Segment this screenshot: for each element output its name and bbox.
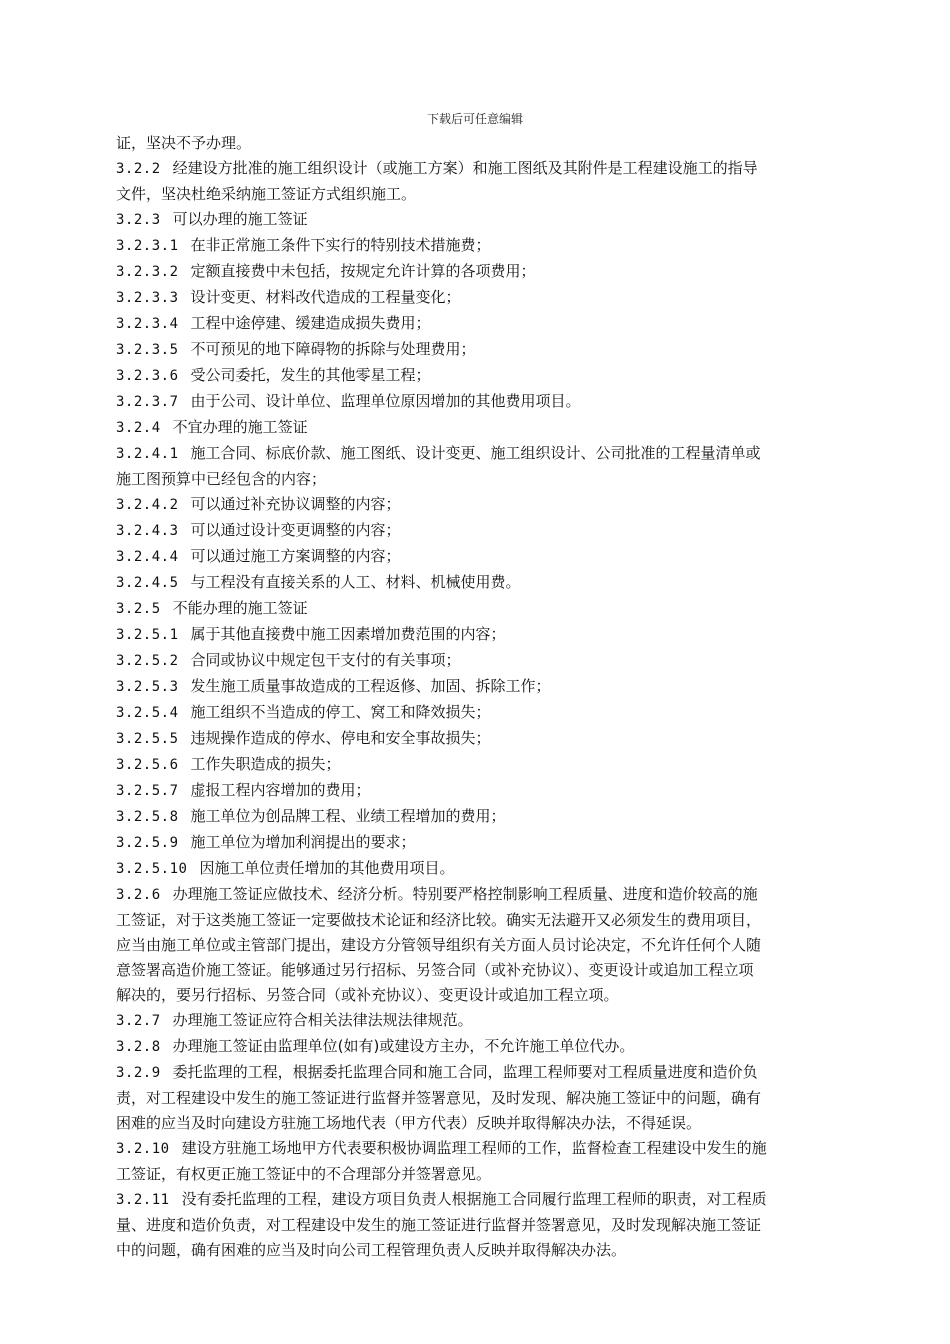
document-line (116, 1060, 838, 1086)
clause-number: 3.2.4.4 (116, 549, 179, 565)
document-line (116, 1187, 838, 1213)
clause-text: 发生施工质量事故造成的工程返修、加固、拆除工作； (190, 677, 551, 695)
clause-text: 可以办理的施工签证 (172, 210, 308, 228)
clause-text: 应当由施工单位或主管部门提出，建设方分管领导组织有关方面人员讨论决定，不允许任何个人随 (116, 936, 762, 954)
document-line (116, 259, 838, 285)
document-line (116, 596, 838, 622)
clause-text: 文件，坚决杜绝采纳施工签证方式组织施工。 (116, 185, 417, 203)
clause-number: 3.2.3.6 (116, 368, 179, 384)
clause-number: 3.2.9 (116, 1065, 161, 1081)
document-line (116, 207, 838, 233)
clause-text: 因施工单位责任增加的其他费用项目。 (199, 859, 455, 877)
clause-text: 可以通过补充协议调整的内容； (190, 495, 401, 513)
clause-text: 办理施工签证应做技术、经济分析。特别要严格控制影响工程质量、进度和造价较高的施 (172, 885, 758, 903)
clause-text: 量、进度和造价负责，对工程建设中发生的施工签证进行监督并签署意见，及时发现解决施工签证 (116, 1216, 762, 1234)
clause-text: 不宜办理的施工签证 (172, 418, 308, 436)
clause-number: 3.2.3.4 (116, 316, 179, 332)
clause-text: 办理施工签证应符合相关法律法规法律规范。 (172, 1011, 473, 1029)
clause-number: 3.2.3.5 (116, 342, 179, 358)
document-line (116, 700, 838, 726)
clause-number: 3.2.3.7 (116, 394, 179, 410)
clause-number: 3.2.4.2 (116, 497, 179, 513)
document-line (116, 182, 838, 207)
clause-number: 3.2.5.10 (116, 861, 188, 877)
clause-text: 责，对工程建设中发生的施工签证进行监督并签署意见，及时发现、解决施工签证中的问题，确有 (116, 1089, 762, 1107)
document-line (116, 1213, 838, 1238)
document-line (116, 726, 838, 752)
clause-text: 施工组织不当造成的停工、窝工和降效损失； (190, 703, 491, 721)
clause-text: 建设方驻施工场地甲方代表要积极协调监理工程师的工作，监督检查工程建设中发生的施 (181, 1139, 767, 1157)
document-line (116, 622, 838, 648)
clause-number: 3.2.5.4 (116, 705, 179, 721)
clause-text: 工签证，对于这类施工签证一定要做技术论证和经济比较。确实无法避开又必须发生的费用项目， (116, 911, 762, 929)
clause-text: 办理施工签证由监理单位(如有)或建设方主办，不允许施工单位代办。 (172, 1037, 635, 1055)
clause-text: 施工单位为增加利润提出的要求； (190, 833, 416, 851)
document-line (116, 1136, 838, 1162)
document-line (116, 467, 838, 492)
document-line (116, 983, 838, 1008)
clause-text: 工作失职造成的损失； (190, 755, 341, 773)
clause-text: 工签证，有权更正施工签证中的不合理部分并签署意见。 (116, 1165, 492, 1183)
clause-number: 3.2.3 (116, 212, 161, 228)
clause-text: 可以通过设计变更调整的内容； (190, 521, 401, 539)
document-line (116, 518, 838, 544)
clause-text: 中的问题，确有困难的应当及时向公司工程管理负责人反映并取得解决办法。 (116, 1241, 627, 1259)
clause-text: 设计变更、材料改代造成的工程量变化； (190, 288, 461, 306)
clause-text: 属于其他直接费中施工因素增加费范围的内容； (190, 625, 506, 643)
clause-text: 受公司委托，发生的其他零星工程； (190, 366, 431, 384)
document-line (116, 570, 838, 596)
clause-number: 3.2.8 (116, 1039, 161, 1055)
clause-text: 定额直接费中未包括，按规定允许计算的各项费用； (190, 262, 536, 280)
document-line (116, 778, 838, 804)
document-line (116, 830, 838, 856)
clause-text: 在非正常施工条件下实行的特别技术措施费； (190, 236, 491, 254)
document-line (116, 544, 838, 570)
clause-text: 委托监理的工程，根据委托监理合同和施工合同，监理工程师要对工程质量进度和造价负 (172, 1063, 758, 1081)
document-line (116, 856, 838, 882)
document-line (116, 233, 838, 259)
document-line (116, 752, 838, 778)
clause-text: 解决的，要另行招标、另签合同（或补充协议）、变更设计或追加工程立项。 (116, 986, 619, 1004)
clause-text: 虚报工程内容增加的费用； (190, 781, 371, 799)
document-line (116, 415, 838, 441)
document-line (116, 285, 838, 311)
document-line (116, 1008, 838, 1034)
document-line (116, 131, 838, 156)
clause-number: 3.2.5.5 (116, 731, 179, 747)
clause-text: 困难的应当及时向建设方驻施工场地代表（甲方代表）反映并取得解决办法，不得延误。 (116, 1114, 702, 1132)
document-line (116, 1238, 838, 1263)
clause-text: 不能办理的施工签证 (172, 599, 308, 617)
clause-number: 3.2.11 (116, 1192, 170, 1208)
clause-number: 3.2.3.1 (116, 238, 179, 254)
clause-text: 证，坚决不予办理。 (116, 134, 252, 152)
document-line (116, 674, 838, 700)
clause-text: 由于公司、设计单位、监理单位原因增加的其他费用项目。 (190, 392, 581, 410)
document-line (116, 958, 838, 983)
clause-number: 3.2.5.9 (116, 835, 179, 851)
clause-text: 可以通过施工方案调整的内容； (190, 547, 401, 565)
clause-number: 3.2.5.6 (116, 757, 179, 773)
clause-number: 3.2.3.3 (116, 290, 179, 306)
clause-number: 3.2.5.7 (116, 783, 179, 799)
clause-text: 合同或协议中规定包干支付的有关事项； (190, 651, 461, 669)
document-line (116, 311, 838, 337)
document-line (116, 804, 838, 830)
clause-number: 3.2.6 (116, 887, 161, 903)
document-line (116, 1086, 838, 1111)
clause-number: 3.2.10 (116, 1141, 170, 1157)
document-line (116, 1162, 838, 1187)
clause-number: 3.2.2 (116, 161, 161, 177)
document-line (116, 389, 838, 415)
document-line (116, 1111, 838, 1136)
document-line (116, 882, 838, 908)
clause-number: 3.2.5.3 (116, 679, 179, 695)
clause-text: 经建设方批准的施工组织设计（或施工方案）和施工图纸及其附件是工程建设施工的指导 (172, 159, 758, 177)
clause-number: 3.2.4 (116, 420, 161, 436)
document-line (116, 933, 838, 958)
clause-text: 施工单位为创品牌工程、业绩工程增加的费用； (190, 807, 506, 825)
document-line (116, 441, 838, 467)
document-line (116, 156, 838, 182)
page-header: 下载后可任意编辑 (426, 112, 523, 126)
document-line (116, 337, 838, 363)
clause-text: 与工程没有直接关系的人工、材料、机械使用费。 (190, 573, 521, 591)
clause-number: 3.2.5.1 (116, 627, 179, 643)
document-line (116, 492, 838, 518)
clause-number: 3.2.5.2 (116, 653, 179, 669)
clause-text: 违规操作造成的停水、停电和安全事故损失； (190, 729, 491, 747)
clause-number: 3.2.3.2 (116, 264, 179, 280)
clause-text: 没有委托监理的工程，建设方项目负责人根据施工合同履行监理工程师的职责，对工程质 (181, 1190, 767, 1208)
clause-text: 施工合同、标底价款、施工图纸、设计变更、施工组织设计、公司批准的工程量清单或 (190, 444, 761, 462)
clause-text: 意签署高造价施工签证。能够通过另行招标、另签合同（或补充协议）、变更设计或追加工程立项 (116, 961, 754, 979)
document-line (116, 363, 838, 389)
clause-number: 3.2.7 (116, 1013, 161, 1029)
clause-number: 3.2.5 (116, 601, 161, 617)
document-line (116, 1034, 838, 1060)
clause-text: 工程中途停建、缓建造成损失费用； (190, 314, 431, 332)
clause-text: 施工图预算中已经包含的内容； (116, 470, 327, 488)
document-line (116, 648, 838, 674)
clause-number: 3.2.4.3 (116, 523, 179, 539)
clause-text: 不可预见的地下障碍物的拆除与处理费用； (190, 340, 476, 358)
clause-number: 3.2.4.1 (116, 446, 179, 462)
clause-number: 3.2.4.5 (116, 575, 179, 591)
clause-number: 3.2.5.8 (116, 809, 179, 825)
document-line (116, 908, 838, 933)
document-body (116, 131, 838, 1263)
